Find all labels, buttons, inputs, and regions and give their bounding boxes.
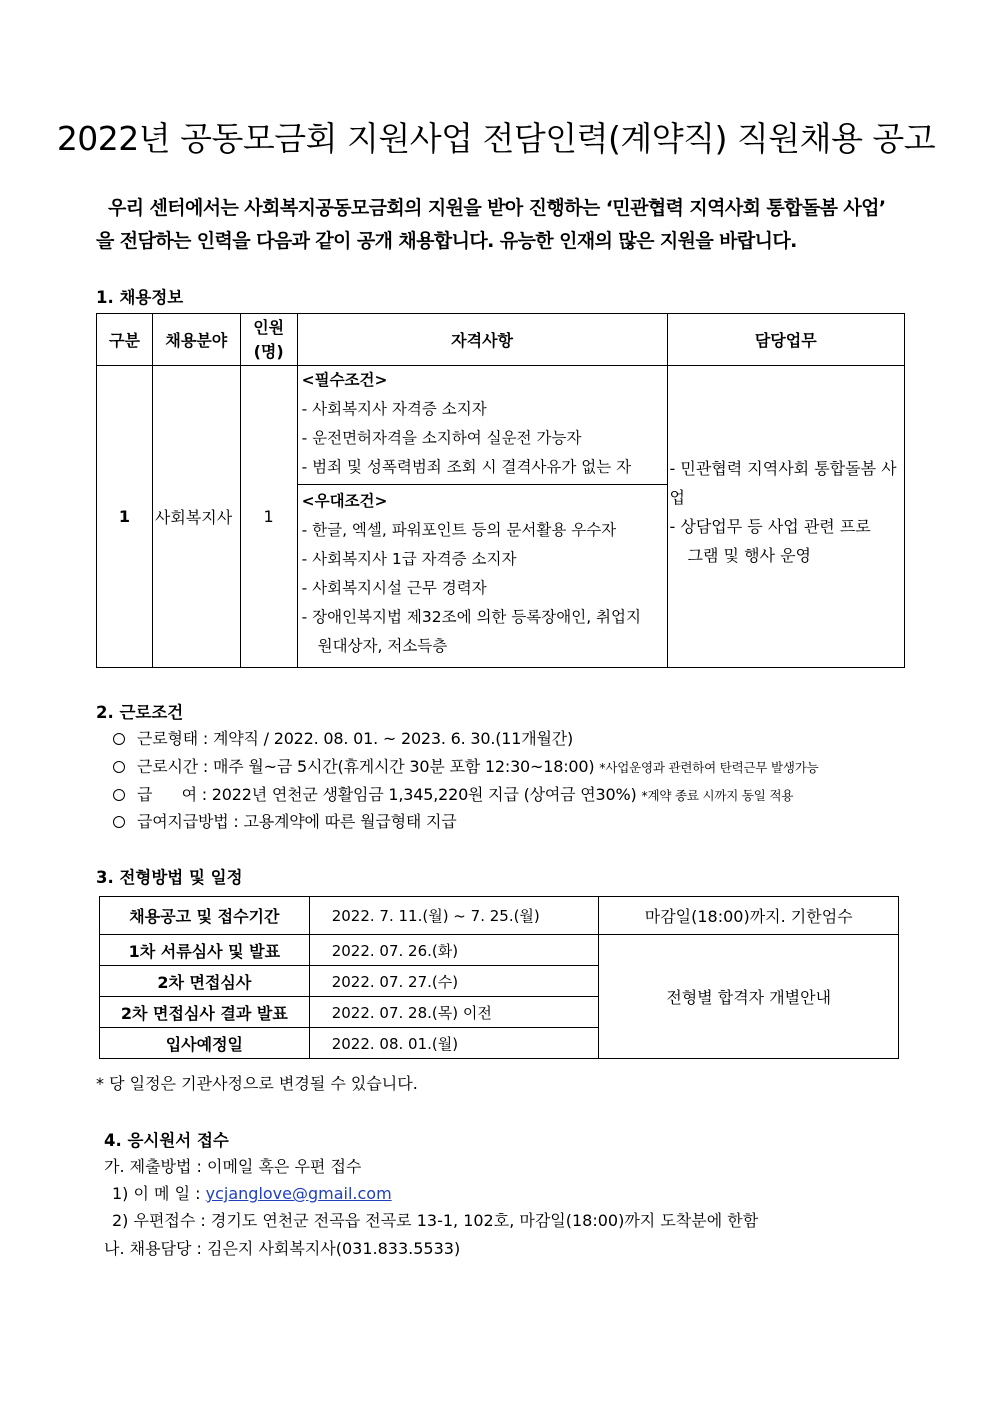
table-row <box>100 897 899 935</box>
schedule-table <box>99 896 899 1059</box>
schedule-label: 2차 면접심사 결과 발표 <box>100 997 310 1028</box>
duty-cell <box>667 366 904 668</box>
recruitment-info-table <box>96 313 905 668</box>
work-hours-text: 근로시간 : 매주 월~금 5시간(휴게시간 30분 포함 12:30~18:00) <box>137 757 595 776</box>
schedule-label: 입사예정일 <box>100 1028 310 1059</box>
schedule-label: 2차 면접심사 <box>100 966 310 997</box>
intro-line-2: 을 전담하는 인력을 다음과 같이 공개 채용합니다. 유능한 인재의 많은 지원을 바랍니다. <box>96 230 797 252</box>
preferred-item: - 사회복지사 1급 자격증 소지자 <box>301 550 517 568</box>
schedule-note: 마감일(18:00)까지. 기한엄수 <box>599 897 899 935</box>
pay-method-text: 급여지급방법 : 고용계약에 따른 월급형태 지급 <box>137 812 457 831</box>
table-row <box>97 366 905 485</box>
header-qualification: 자격사항 <box>297 314 667 366</box>
row-count: 1 <box>240 366 297 668</box>
schedule-footnote: * 당 일정은 기관사정으로 변경될 수 있습니다. <box>96 1074 418 1093</box>
header-count-bottom: (명) <box>253 341 284 361</box>
page-title: 2022년 공동모금회 지원사업 전담인력(계약직) 직원채용 공고 <box>56 119 936 158</box>
schedule-date: 2022. 07. 27.(수) <box>309 966 599 997</box>
section-2-heading: 2. 근로조건 <box>96 703 184 722</box>
pay-method-line <box>113 809 457 832</box>
required-conditions-cell <box>297 366 667 485</box>
duty-item: 그램 및 행사 운영 <box>687 545 811 565</box>
salary-line <box>113 782 793 805</box>
email-line <box>112 1181 392 1204</box>
section-3-heading: 3. 전형방법 및 일정 <box>96 868 243 887</box>
preferred-item: - 장애인복지법 제32조에 의한 등록장애인, 취업지 <box>301 608 641 626</box>
table-header-row <box>97 314 905 366</box>
preferred-conditions-cell <box>297 485 667 668</box>
work-type-text: 근로형태 : 계약직 / 2022. 08. 01. ~ 2023. 6. 30.(11개월간) <box>137 729 574 748</box>
required-item: - 범죄 및 성폭력범죄 조회 시 결격사유가 없는 자 <box>301 458 632 476</box>
section-4-heading: 4. 응시원서 접수 <box>104 1131 229 1150</box>
submit-method: 가. 제출방법 : 이메일 혹은 우편 접수 <box>104 1157 362 1176</box>
work-type-line <box>113 726 573 749</box>
schedule-date: 2022. 07. 26.(화) <box>309 935 599 966</box>
work-hours-note: *사업운영과 관련하여 탄력근무 발생가능 <box>599 760 819 775</box>
table-row <box>100 935 899 966</box>
preferred-item: 원대상자, 저소득층 <box>317 637 448 655</box>
schedule-label: 1차 서류심사 및 발표 <box>100 935 310 966</box>
circle-bullet-icon <box>113 733 125 745</box>
post-line: 2) 우편접수 : 경기도 연천군 전곡읍 전곡로 13-1, 102호, 마감일(18:00)까지 도착분에 한함 <box>112 1211 759 1230</box>
header-no: 구분 <box>97 314 153 366</box>
preferred-item: - 한글, 엑셀, 파워포인트 등의 문서활용 우수자 <box>301 521 617 539</box>
email-label: 1) 이 메 일 : <box>112 1184 206 1203</box>
schedule-date: 2022. 08. 01.(월) <box>309 1028 599 1059</box>
row-no: 1 <box>97 366 153 668</box>
work-hours-line <box>113 754 819 777</box>
schedule-merged-note: 전형별 합격자 개별안내 <box>599 935 899 1059</box>
circle-bullet-icon <box>113 816 125 828</box>
schedule-date: 2022. 7. 11.(월) ~ 7. 25.(월) <box>309 897 599 935</box>
email-link[interactable]: ycjanglove@gmail.com <box>205 1184 392 1203</box>
schedule-date: 2022. 07. 28.(목) 이전 <box>309 997 599 1028</box>
circle-bullet-icon <box>113 761 125 773</box>
schedule-label: 채용공고 및 접수기간 <box>100 897 310 935</box>
preferred-title: <우대조건> <box>301 492 388 510</box>
preferred-item: - 사회복지시설 근무 경력자 <box>301 579 487 597</box>
contact-line: 나. 채용담당 : 김은지 사회복지사(031.833.5533) <box>104 1239 461 1258</box>
header-count-top: 인원 <box>253 317 285 337</box>
row-field: 사회복지사 <box>152 366 240 668</box>
circle-bullet-icon <box>113 789 125 801</box>
header-duty: 담당업무 <box>667 314 904 366</box>
required-item: - 사회복지사 자격증 소지자 <box>301 400 487 418</box>
duty-item: - 상담업무 등 사업 관련 프로 <box>669 516 871 536</box>
header-count <box>240 314 297 366</box>
salary-text: 급 여 : 2022년 연천군 생활임금 1,345,220원 지급 (상여금 연30%) <box>137 785 637 804</box>
required-item: - 운전면허자격을 소지하여 실운전 가능자 <box>301 429 582 447</box>
section-1-heading: 1. 채용정보 <box>96 288 184 307</box>
salary-note: *계약 종료 시까지 동일 적용 <box>641 788 794 803</box>
duty-item: - 민관협력 지역사회 통합돌봄 사업 <box>669 458 897 507</box>
intro-line-1: 우리 센터에서는 사회복지공동모금회의 지원을 받아 진행하는 ‘민관협력 지역사회 통합돌봄 사업’ <box>108 197 886 219</box>
required-title: <필수조건> <box>301 371 388 389</box>
header-field: 채용분야 <box>152 314 240 366</box>
